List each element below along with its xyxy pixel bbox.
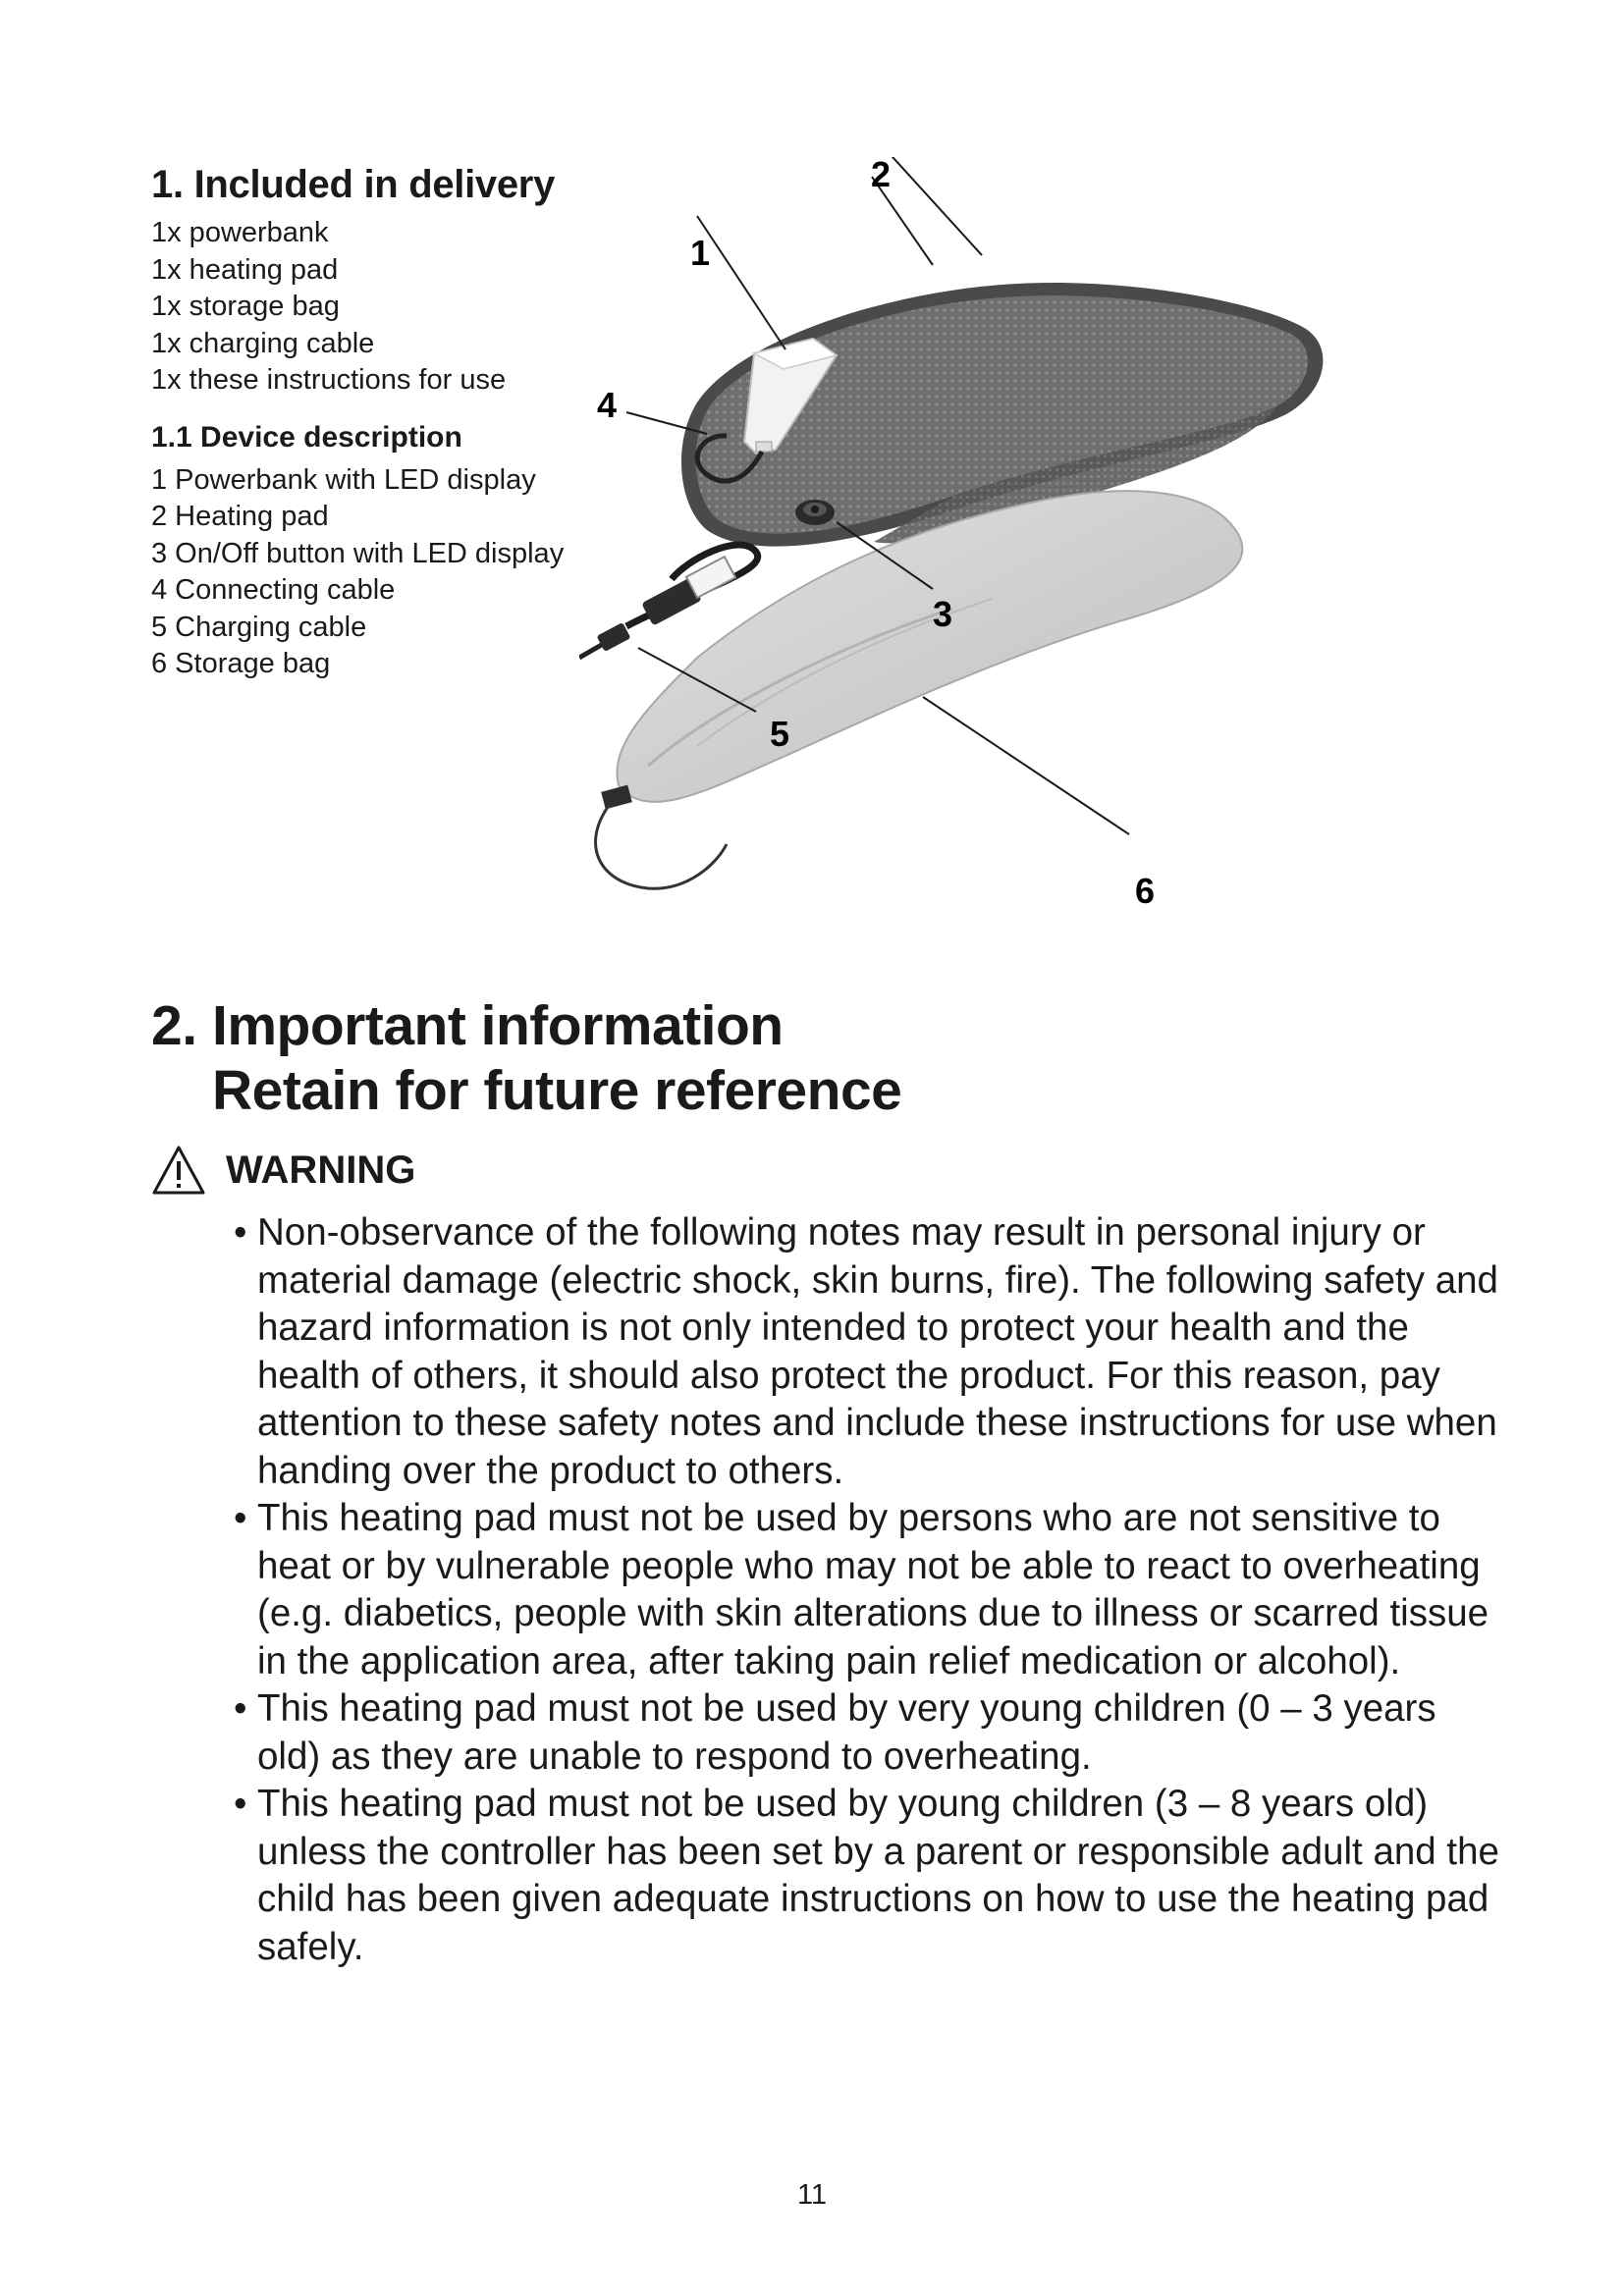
callout-4: 4: [597, 385, 618, 425]
section-included-in-delivery: [151, 163, 583, 683]
section-2-subtitle: Retain for future reference: [212, 1059, 902, 1122]
storage-bag-illustration: [596, 491, 1243, 888]
list-item: • This heating pad must not be used by persons who are not sensitive to heat or by vulnerable people who may not be able to react to overheating (e.g. diabetics, people with skin alterations due to illness or scarred tissue in the application area, after taking pain relief medication or alcohol).: [257, 1495, 1506, 1685]
delivery-list: [151, 215, 583, 400]
list-item: • Non-observance of the following notes may result in personal injury or material damage (electric shock, skin burns, fire). The following safety and hazard information is not only intended to protect your health and the health of others, it should also protect the product. For this reason, pay attention to these safety notes and include these instructions for use when handing over the product to others.: [257, 1209, 1506, 1495]
list-item: 1x heating pad: [151, 253, 339, 286]
callout-6: 6: [1135, 871, 1156, 911]
product-illustration: [579, 157, 1424, 942]
list-item: 5 Charging cable: [151, 611, 367, 643]
section-2-number: 2.: [151, 994, 197, 1057]
device-description-title: 1.1 Device description: [151, 420, 462, 454]
list-item: 1 Powerbank with LED display: [151, 463, 536, 496]
list-item: • This heating pad must not be used by very young children (0 – 3 years old) as they are unable to respond to overheating.: [257, 1685, 1506, 1781]
callout-5: 5: [770, 714, 790, 754]
warning-bullet-list: [151, 1209, 1506, 1971]
section-2-title: [151, 993, 1506, 1058]
device-description-list: [151, 462, 583, 683]
callout-3: 3: [933, 594, 953, 634]
list-item: 2 Heating pad: [151, 501, 329, 532]
warning-triangle-icon: [151, 1145, 206, 1196]
page-number: 11: [796, 2179, 828, 2211]
callout-2: 2: [871, 157, 892, 194]
list-item: 4 Connecting cable: [151, 574, 396, 606]
list-item: 3 On/Off button with LED display: [151, 537, 565, 569]
section-important-information: [151, 993, 1506, 1971]
list-item: 1x charging cable: [151, 327, 375, 359]
callout-1: 1: [690, 233, 711, 273]
list-item: 6 Storage bag: [151, 648, 331, 679]
section-1-title: 1. Included in delivery: [151, 163, 556, 206]
list-item: 1x storage bag: [151, 291, 340, 322]
warning-heading: [151, 1145, 1506, 1196]
list-item: • This heating pad must not be used by young children (3 – 8 years old) unless the controller has been set by a parent or responsible adult and the child has been given adequate instructions on how to use the heating pad safely.: [257, 1781, 1506, 1971]
warning-label: WARNING: [226, 1148, 416, 1192]
list-item: 1x these instructions for use: [151, 364, 507, 396]
list-item: 1x powerbank: [151, 217, 329, 248]
section-2-title-text: Important information: [212, 994, 784, 1057]
